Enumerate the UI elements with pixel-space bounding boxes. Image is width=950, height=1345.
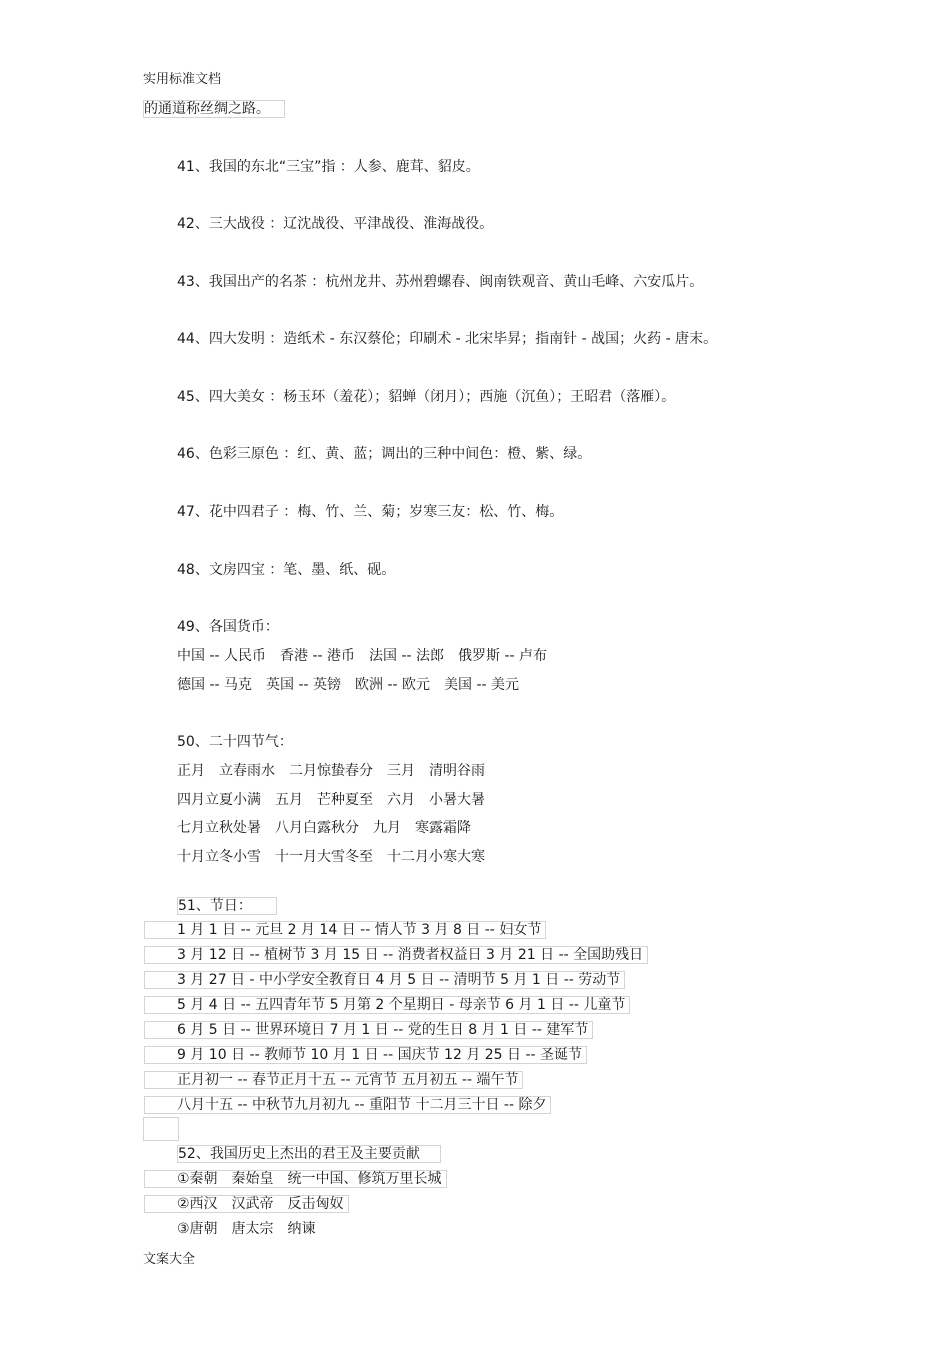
text-line (143, 99, 285, 119)
line-text: ①秦朝 秦始皇 统一中国、修筑万里长城 (144, 1170, 447, 1188)
page-footer: 文案大全 (143, 1252, 196, 1267)
text-line: 47、花中四君子 ：梅、竹、兰、菊；岁寒三友：松、竹、梅。 (177, 504, 564, 520)
text-line: 44、四大发明 ：造纸术 - 东汉蔡伦；印刷术 - 北宋毕昇；指南针 - 战国；火药 - 唐末。 (177, 331, 718, 347)
text-line: 49、各国货币： (177, 619, 279, 635)
empty-box (143, 1117, 179, 1141)
line-text: 3 月 12 日 -- 植树节 3 月 15 日 -- 消费者权益日 3 月 21 日 -- 全国助残日 (144, 946, 648, 964)
line-text: ②西汉 汉武帝 反击匈奴 (144, 1195, 349, 1213)
text-line (177, 1194, 349, 1214)
text-line: 四月立夏小满 五月 芒种夏至 六月 小暑大暑 (177, 792, 485, 808)
text-line: 41、我国的东北“三宝”指 ：人参、鹿茸、貂皮。 (177, 159, 480, 175)
text-line (177, 1070, 523, 1090)
line-text: 5 月 4 日 -- 五四青年节 5 月第 2 个星期日 - 母亲节 6 月 1 日 -- 儿童节 (144, 996, 630, 1014)
text-line (177, 920, 546, 940)
text-line: 46、色彩三原色 ：红、黄、蓝；调出的三种中间色：橙、紫、绿。 (177, 446, 592, 462)
text-line (177, 1045, 587, 1065)
text-line: 七月立秋处暑 八月白露秋分 九月 寒露霜降 (177, 820, 471, 836)
line-text: 正月初一 -- 春节正月十五 -- 元宵节 五月初五 -- 端午节 (144, 1071, 523, 1089)
text-line (177, 1144, 441, 1164)
page-header: 实用标准文档 (143, 72, 222, 87)
line-text: 的通道称丝绸之路。 (143, 100, 285, 118)
line-text: 3 月 27 日 - 中小学安全教育日 4 月 5 日 -- 清明节 5 月 1 日 -- 劳动节 (144, 971, 625, 989)
text-line: 42、三大战役 ：辽沈战役、平津战役、淮海战役。 (177, 216, 494, 232)
text-line (177, 970, 625, 990)
line-text: 八月十五 -- 中秋节九月初九 -- 重阳节 十二月三十日 -- 除夕 (144, 1096, 551, 1114)
text-line (177, 995, 630, 1015)
text-line (177, 1095, 551, 1115)
text-line (177, 1020, 593, 1040)
text-line: 50、二十四节气： (177, 734, 293, 750)
line-text: 52、我国历史上杰出的君王及主要贡献 (177, 1145, 441, 1163)
line-text: 1 月 1 日 -- 元旦 2 月 14 日 -- 情人节 3 月 8 日 -- 妇女节 (144, 921, 546, 939)
text-line (177, 945, 648, 965)
text-line: 45、四大美女 ：杨玉环（羞花）；貂蝉（闭月）；西施（沉鱼）；王昭君（落雁）。 (177, 389, 676, 405)
line-text: 9 月 10 日 -- 教师节 10 月 1 日 -- 国庆节 12 月 25 日 -- 圣诞节 (144, 1046, 587, 1064)
text-line: 中国 -- 人民币 香港 -- 港币 法国 -- 法郎 俄罗斯 -- 卢布 (177, 648, 548, 664)
text-line: 正月 立春雨水 二月惊蛰春分 三月 清明谷雨 (177, 763, 485, 779)
text-line (177, 1169, 447, 1189)
line-text: 51、节日： (177, 897, 277, 915)
text-line: 48、文房四宝 ：笔、墨、纸、砚。 (177, 562, 396, 578)
text-line: 43、我国出产的名茶 ：杭州龙井、苏州碧螺春、闽南铁观音、黄山毛峰、六安瓜片。 (177, 274, 704, 290)
line-text: 6 月 5 日 -- 世界环境日 7 月 1 日 -- 党的生日 8 月 1 日 -- 建军节 (144, 1021, 593, 1039)
text-line: ③唐朝 唐太宗 纳谏 (177, 1221, 316, 1237)
text-line: 十月立冬小雪 十一月大雪冬至 十二月小寒大寒 (177, 849, 485, 865)
text-line (177, 896, 277, 916)
text-line: 德国 -- 马克 英国 -- 英镑 欧洲 -- 欧元 美国 -- 美元 (177, 677, 520, 693)
